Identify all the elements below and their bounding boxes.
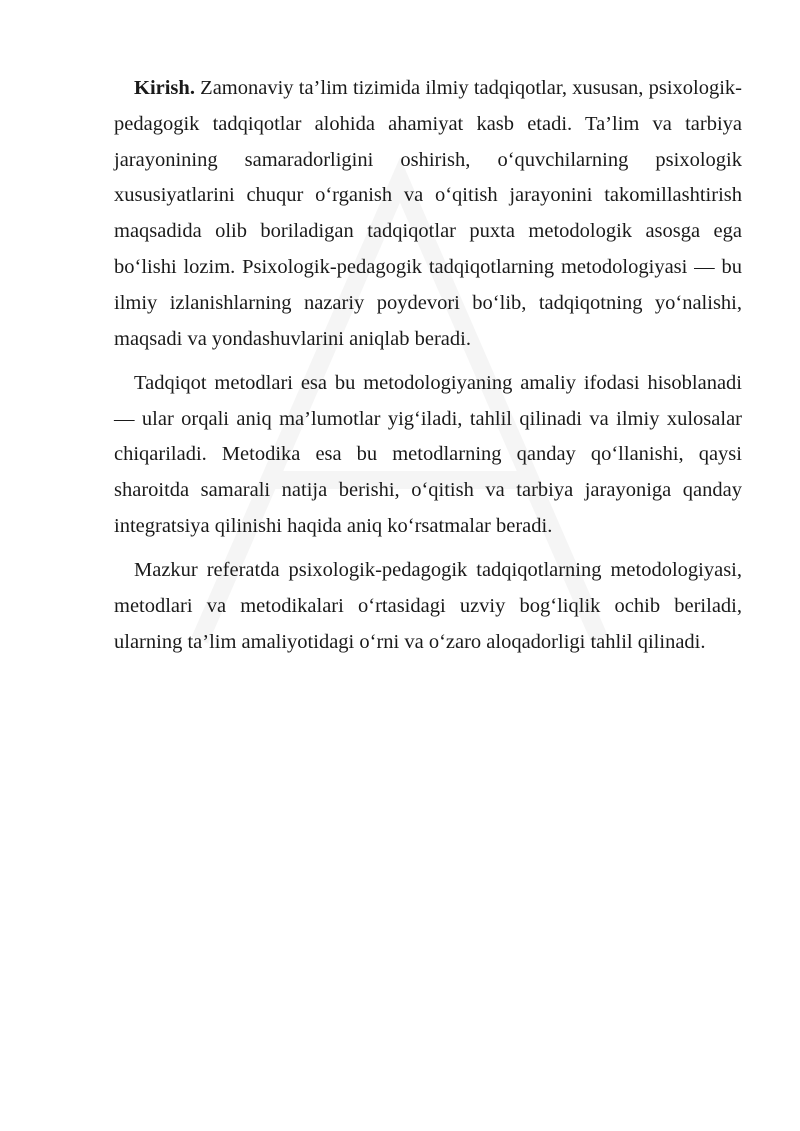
paragraph-methods: Tadqiqot metodlari esa bu metodologiyaning amaliy ifodasi hisoblanadi — ular orqali aniq ma’lumotlar yig‘iladi, tahlil qilinadi va ilmiy xulosalar chiqariladi. Metodika esa bu metodlarning qanday qo‘llanishi, qaysi sharoitda samarali natija berishi, o‘qitish va tarbiya jarayoniga qanday integratsiya qilinishi haqida aniq ko‘rsatmalar beradi. xyxy=(114,371,742,538)
intro-heading: Kirish. xyxy=(134,77,195,99)
paragraph-intro xyxy=(114,71,742,357)
paragraph-intro-text: Zamonaviy ta’lim tizimida ilmiy tadqiqotlar, xususan, psixologik-pedagogik tadqiqotlar alohida ahamiyat kasb etadi. Ta’lim va tarbiya jarayonining samaradorligini oshirish, o‘quvchilarning psixologik xususiyatlarini chuqur o‘rganish va o‘qitish jarayonini takomillashtirish maqsadida olib boriladigan tadqiqotlar puxta metodologik asosga ega bo‘lishi lozim. Psixologik-pedagogik tadqiqotlarning metodologiyasi — bu ilmiy izlanishlarning nazariy poydevori bo‘lib, tadqiqotning yo‘nalishi, maqsadi va yondashuvlarini aniqlab beradi. xyxy=(114,77,742,350)
document-body xyxy=(114,71,742,669)
paragraph-summary: Mazkur referatda psixologik-pedagogik tadqiqotlarning metodologiyasi, metodlari va metodikalari o‘rtasidagi uzviy bog‘liqlik ochib beriladi, ularning ta’lim amaliyotidagi o‘rni va o‘zaro aloqadorligi tahlil qilinadi. xyxy=(114,559,742,653)
